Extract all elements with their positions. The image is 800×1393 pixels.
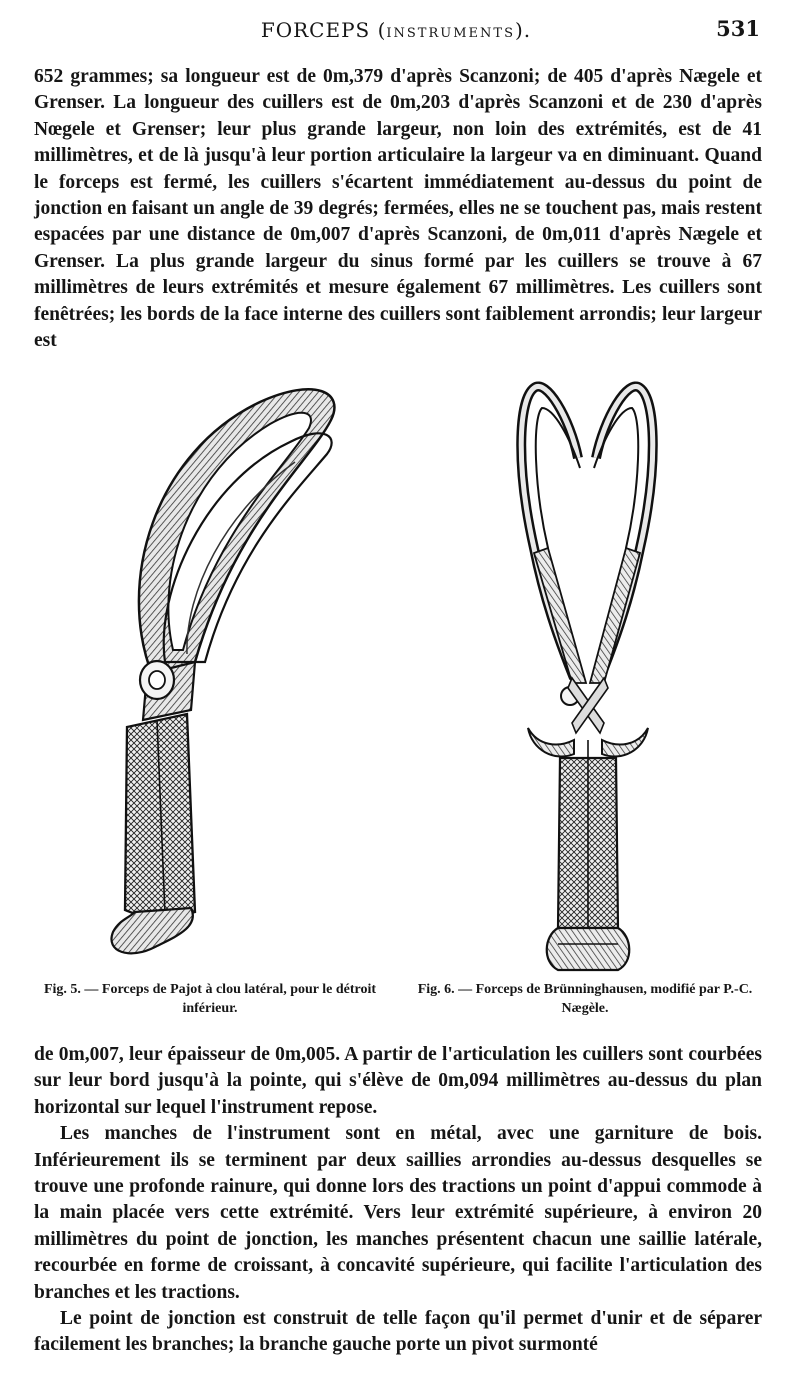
running-title-smallcaps: INSTRUMENTS xyxy=(386,26,515,41)
running-title-main: FORCEPS ( xyxy=(260,18,387,42)
running-title-end: ). xyxy=(514,18,532,42)
page-number: 531 xyxy=(716,16,760,41)
text-block-bottom xyxy=(34,1042,762,1359)
running-head xyxy=(32,10,760,54)
figure-5-pajot-forceps xyxy=(95,362,385,974)
paragraph: 652 grammes; sa longueur est de 0m,379 d'après Scanzoni; de 405 d'après Nægele et Grenser. La longueur des cuillers est de 0m,203 d'après Scanzoni et de 230 d'après Nœgele et Grenser; leur plus grande largeur, non loin des extrémités, est de 41 millimètres, et de là jusqu'à leur portion articulaire la largeur va en diminuant. Quand le forceps est fermé, les cuillers s'écartent immédiatement au-dessus du point de jonction en faisant un angle de 39 degrés; fermées, elles ne se touchent pas, mais restent espacées par une distance de 0m,007 d'après Scanzoni, de 0m,011 d'après Nægele et Grenser. La plus grande largeur du sinus formé par les cuillers se trouve à 67 millimètres de leurs extrémités et mesure également 67 millimètres. Les cuillers sont fenêtrées; les bords de la face interne des cuillers sont faiblement arrondis; leur largeur est xyxy=(34,66,762,352)
paragraph: Le point de jonction est construit de telle façon qu'il permet d'unir et de séparer facilement les branches; la branche gauche porte un pivot surmonté xyxy=(34,1308,762,1356)
figure-6-brunninghausen-forceps xyxy=(508,378,668,974)
figure-6-caption: Fig. 6. — Forceps de Brünninghausen, modifié par P.-C. Nægèle. xyxy=(417,982,753,1016)
text-block-top xyxy=(34,64,762,354)
figure-5-caption: Fig. 5. — Forceps de Pajot à clou latéral, pour le détroit inférieur. xyxy=(43,982,377,1016)
paragraph: de 0m,007, leur épaisseur de 0m,005. A partir de l'articulation les cuillers sont courbées sur leur bord jusqu'à la pointe, qui s'élève de 0m,094 millimètres au-dessus du plan horizontal sur lequel l'instrument repose. xyxy=(34,1044,762,1118)
running-title xyxy=(32,18,760,42)
paragraph: Les manches de l'instrument sont en métal, avec une garniture de bois. Inférieurement ils se terminent par deux saillies arrondies au-dessus desquelles se trouve une profonde rainure, qui donne lors des tractions un point d'appui commode à la main placée vers cette extrémité. Vers leur extrémité supérieure, à environ 20 millimètres du point de jonction, les manches présentent chacun une saillie latérale, recourbée en forme de croissant, à concavité supérieure, qui facilite l'articulation des branches et les tractions. xyxy=(34,1123,762,1303)
